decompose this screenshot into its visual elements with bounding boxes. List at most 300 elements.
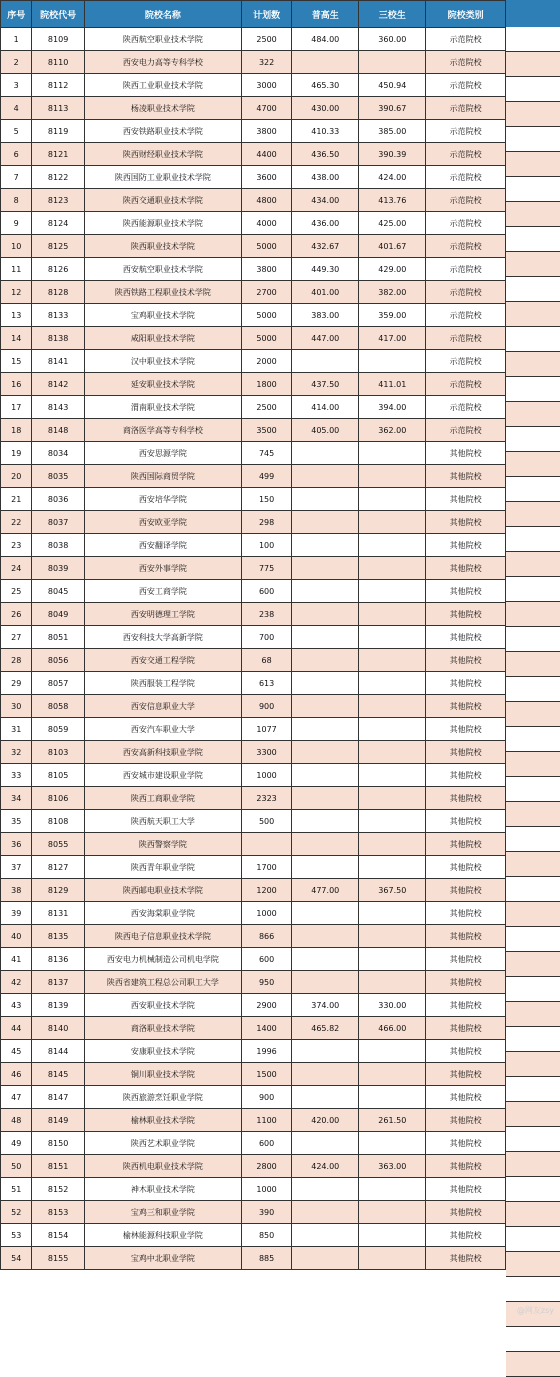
right-band-stripe <box>506 52 560 77</box>
table-row <box>1 580 506 603</box>
cell-school-category: 示范院校 <box>426 235 506 258</box>
cell-general-score: 432.67 <box>292 235 359 258</box>
cell-plan-count: 1996 <box>241 1040 291 1063</box>
cell-index: 40 <box>1 925 32 948</box>
cell-index: 26 <box>1 603 32 626</box>
cell-school-category: 示范院校 <box>426 143 506 166</box>
cell-school-category: 其他院校 <box>426 787 506 810</box>
cell-general-score <box>292 1040 359 1063</box>
cell-school-name: 陕西省建筑工程总公司职工大学 <box>84 971 241 994</box>
cell-school-name: 陕西服装工程学院 <box>84 672 241 695</box>
right-band-stripe <box>506 1052 560 1077</box>
cell-code: 8037 <box>32 511 84 534</box>
cell-school-name: 榆林职业技术学院 <box>84 1109 241 1132</box>
cell-school-name: 西安电力机械制造公司机电学院 <box>84 948 241 971</box>
cell-school-category: 其他院校 <box>426 603 506 626</box>
cell-plan-count: 3500 <box>241 419 291 442</box>
cell-general-score: 430.00 <box>292 97 359 120</box>
cell-school-name: 陕西青年职业学院 <box>84 856 241 879</box>
cell-vocational-score: 394.00 <box>359 396 426 419</box>
cell-general-score: 484.00 <box>292 28 359 51</box>
cell-school-name: 陕西工商职业学院 <box>84 787 241 810</box>
cell-index: 39 <box>1 902 32 925</box>
cell-general-score: 465.82 <box>292 1017 359 1040</box>
cell-general-score <box>292 442 359 465</box>
cell-index: 7 <box>1 166 32 189</box>
cell-school-category: 其他院校 <box>426 1224 506 1247</box>
header-vocational-score: 三校生 <box>359 1 426 28</box>
cell-vocational-score: 382.00 <box>359 281 426 304</box>
cell-code: 8135 <box>32 925 84 948</box>
cell-code: 8154 <box>32 1224 84 1247</box>
cell-code: 8150 <box>32 1132 84 1155</box>
cell-vocational-score <box>359 672 426 695</box>
cell-general-score: 401.00 <box>292 281 359 304</box>
cell-index: 13 <box>1 304 32 327</box>
right-band-stripe <box>506 202 560 227</box>
cell-index: 31 <box>1 718 32 741</box>
cell-code: 8153 <box>32 1201 84 1224</box>
cell-plan-count: 745 <box>241 442 291 465</box>
cell-school-name: 西安高新科技职业学院 <box>84 741 241 764</box>
cell-general-score <box>292 1201 359 1224</box>
cell-code: 8113 <box>32 97 84 120</box>
table-row <box>1 143 506 166</box>
cell-general-score: 477.00 <box>292 879 359 902</box>
cell-school-category: 示范院校 <box>426 212 506 235</box>
table-row <box>1 971 506 994</box>
cell-school-name: 陕西铁路工程职业技术学院 <box>84 281 241 304</box>
cell-school-name: 西安汽车职业大学 <box>84 718 241 741</box>
right-band-stripe <box>506 152 560 177</box>
cell-school-category: 示范院校 <box>426 189 506 212</box>
cell-school-category: 示范院校 <box>426 419 506 442</box>
cell-general-score <box>292 925 359 948</box>
cell-school-category: 其他院校 <box>426 1063 506 1086</box>
table-row <box>1 51 506 74</box>
cell-general-score <box>292 971 359 994</box>
cell-general-score: 414.00 <box>292 396 359 419</box>
right-band-stripe <box>506 477 560 502</box>
cell-vocational-score <box>359 948 426 971</box>
cell-code: 8057 <box>32 672 84 695</box>
right-band-stripe <box>506 602 560 627</box>
cell-general-score <box>292 718 359 741</box>
cell-code: 8035 <box>32 465 84 488</box>
cell-plan-count: 1000 <box>241 902 291 925</box>
cell-school-category: 其他院校 <box>426 879 506 902</box>
cell-school-name: 陕西旅游烹饪职业学院 <box>84 1086 241 1109</box>
cell-index: 37 <box>1 856 32 879</box>
cell-school-name: 西安翻译学院 <box>84 534 241 557</box>
cell-general-score: 437.50 <box>292 373 359 396</box>
cell-code: 8034 <box>32 442 84 465</box>
cell-school-name: 西安铁路职业技术学院 <box>84 120 241 143</box>
table-row <box>1 373 506 396</box>
cell-vocational-score: 330.00 <box>359 994 426 1017</box>
cell-vocational-score <box>359 902 426 925</box>
cell-plan-count: 150 <box>241 488 291 511</box>
table-row <box>1 97 506 120</box>
cell-code: 8147 <box>32 1086 84 1109</box>
cell-index: 53 <box>1 1224 32 1247</box>
cell-school-name: 神木职业技术学院 <box>84 1178 241 1201</box>
cell-school-name: 西安思源学院 <box>84 442 241 465</box>
cell-plan-count: 1700 <box>241 856 291 879</box>
cell-school-name: 西安培华学院 <box>84 488 241 511</box>
table-row <box>1 1155 506 1178</box>
cell-plan-count: 2500 <box>241 28 291 51</box>
header-general-score: 普高生 <box>292 1 359 28</box>
table-row <box>1 511 506 534</box>
cell-index: 54 <box>1 1247 32 1270</box>
table-row <box>1 1132 506 1155</box>
cell-index: 23 <box>1 534 32 557</box>
cell-index: 28 <box>1 649 32 672</box>
cell-code: 8126 <box>32 258 84 281</box>
cell-vocational-score <box>359 741 426 764</box>
cell-plan-count: 1000 <box>241 764 291 787</box>
cell-school-category: 示范院校 <box>426 166 506 189</box>
cell-school-name: 西安职业技术学院 <box>84 994 241 1017</box>
cell-school-name: 西安欧亚学院 <box>84 511 241 534</box>
cell-general-score <box>292 1086 359 1109</box>
right-band-header <box>506 0 560 27</box>
right-band-stripe <box>506 1102 560 1127</box>
cell-plan-count: 850 <box>241 1224 291 1247</box>
cell-plan-count: 5000 <box>241 327 291 350</box>
right-band-stripe <box>506 27 560 52</box>
cell-vocational-score: 429.00 <box>359 258 426 281</box>
cell-vocational-score <box>359 1086 426 1109</box>
cell-school-name: 陕西国防工业职业技术学院 <box>84 166 241 189</box>
cell-index: 35 <box>1 810 32 833</box>
cell-index: 10 <box>1 235 32 258</box>
right-band-stripe <box>506 252 560 277</box>
right-band-stripe <box>506 352 560 377</box>
right-band-stripe <box>506 1027 560 1052</box>
cell-plan-count: 298 <box>241 511 291 534</box>
cell-code: 8149 <box>32 1109 84 1132</box>
cell-index: 16 <box>1 373 32 396</box>
cell-general-score: 424.00 <box>292 1155 359 1178</box>
cell-vocational-score <box>359 511 426 534</box>
cell-general-score: 383.00 <box>292 304 359 327</box>
cell-index: 1 <box>1 28 32 51</box>
cell-vocational-score: 362.00 <box>359 419 426 442</box>
cell-vocational-score: 401.67 <box>359 235 426 258</box>
right-band-stripe <box>506 977 560 1002</box>
cell-school-category: 示范院校 <box>426 97 506 120</box>
cell-vocational-score <box>359 1178 426 1201</box>
right-band-stripe <box>506 402 560 427</box>
cell-school-name: 西安明德理工学院 <box>84 603 241 626</box>
cell-code: 8119 <box>32 120 84 143</box>
table-row <box>1 396 506 419</box>
cell-school-category: 其他院校 <box>426 833 506 856</box>
right-band-stripe <box>506 102 560 127</box>
cell-code: 8129 <box>32 879 84 902</box>
cell-index: 19 <box>1 442 32 465</box>
cell-plan-count: 613 <box>241 672 291 695</box>
cell-plan-count: 900 <box>241 695 291 718</box>
cell-code: 8136 <box>32 948 84 971</box>
table-row <box>1 557 506 580</box>
cell-code: 8142 <box>32 373 84 396</box>
cell-vocational-score: 390.67 <box>359 97 426 120</box>
cell-vocational-score: 411.01 <box>359 373 426 396</box>
cell-plan-count: 499 <box>241 465 291 488</box>
cell-school-category: 其他院校 <box>426 580 506 603</box>
table-row <box>1 1063 506 1086</box>
cell-index: 48 <box>1 1109 32 1132</box>
right-band-stripe <box>506 1277 560 1302</box>
cell-vocational-score: 360.00 <box>359 28 426 51</box>
cell-code: 8038 <box>32 534 84 557</box>
table-row <box>1 74 506 97</box>
table-row <box>1 810 506 833</box>
cell-school-category: 其他院校 <box>426 557 506 580</box>
cell-school-category: 其他院校 <box>426 488 506 511</box>
cell-index: 11 <box>1 258 32 281</box>
cell-general-score <box>292 465 359 488</box>
table-row <box>1 879 506 902</box>
cell-vocational-score: 413.76 <box>359 189 426 212</box>
cell-code: 8058 <box>32 695 84 718</box>
cell-vocational-score <box>359 1040 426 1063</box>
cell-code: 8152 <box>32 1178 84 1201</box>
right-band-stripe <box>506 577 560 602</box>
table-row <box>1 1247 506 1270</box>
cell-vocational-score <box>359 557 426 580</box>
cell-school-name: 西安航空职业技术学院 <box>84 258 241 281</box>
cell-index: 18 <box>1 419 32 442</box>
cell-school-name: 汉中职业技术学院 <box>84 350 241 373</box>
table-row <box>1 534 506 557</box>
table-row <box>1 235 506 258</box>
cell-school-name: 西安城市建设职业学院 <box>84 764 241 787</box>
cell-code: 8112 <box>32 74 84 97</box>
cell-plan-count: 322 <box>241 51 291 74</box>
cell-code: 8140 <box>32 1017 84 1040</box>
cell-code: 8105 <box>32 764 84 787</box>
right-band-stripe <box>506 677 560 702</box>
right-band-stripe <box>506 1352 560 1377</box>
cell-general-score: 420.00 <box>292 1109 359 1132</box>
right-band-stripe <box>506 377 560 402</box>
cell-school-category: 其他院校 <box>426 534 506 557</box>
cell-plan-count: 2000 <box>241 350 291 373</box>
cell-school-category: 其他院校 <box>426 856 506 879</box>
cell-school-category: 其他院校 <box>426 741 506 764</box>
cell-vocational-score <box>359 488 426 511</box>
right-band-stripe <box>506 77 560 102</box>
cell-code: 8133 <box>32 304 84 327</box>
cell-school-name: 咸阳职业技术学院 <box>84 327 241 350</box>
cell-school-name: 延安职业技术学院 <box>84 373 241 396</box>
cell-code: 8143 <box>32 396 84 419</box>
cell-index: 43 <box>1 994 32 1017</box>
table-row <box>1 1201 506 1224</box>
cell-general-score <box>292 626 359 649</box>
cell-plan-count: 2800 <box>241 1155 291 1178</box>
cell-school-name: 陕西警察学院 <box>84 833 241 856</box>
cell-code: 8056 <box>32 649 84 672</box>
table-row <box>1 925 506 948</box>
cell-code: 8145 <box>32 1063 84 1086</box>
cell-plan-count: 600 <box>241 1132 291 1155</box>
cell-plan-count: 3000 <box>241 74 291 97</box>
cell-school-name: 陕西航空职业技术学院 <box>84 28 241 51</box>
table-row <box>1 442 506 465</box>
cell-index: 51 <box>1 1178 32 1201</box>
cell-code: 8049 <box>32 603 84 626</box>
cell-index: 12 <box>1 281 32 304</box>
cell-vocational-score: 424.00 <box>359 166 426 189</box>
cell-code: 8055 <box>32 833 84 856</box>
right-band-stripe <box>506 1202 560 1227</box>
cell-code: 8127 <box>32 856 84 879</box>
table-row <box>1 28 506 51</box>
cell-school-category: 其他院校 <box>426 810 506 833</box>
cell-index: 6 <box>1 143 32 166</box>
right-margin-band <box>506 0 560 1328</box>
table-row <box>1 902 506 925</box>
right-band-stripe <box>506 952 560 977</box>
cell-index: 24 <box>1 557 32 580</box>
cell-vocational-score: 417.00 <box>359 327 426 350</box>
cell-code: 8144 <box>32 1040 84 1063</box>
cell-general-score <box>292 1063 359 1086</box>
cell-index: 8 <box>1 189 32 212</box>
cell-index: 27 <box>1 626 32 649</box>
table-row <box>1 718 506 741</box>
table-row <box>1 695 506 718</box>
cell-plan-count: 4800 <box>241 189 291 212</box>
right-band-stripe <box>506 327 560 352</box>
cell-school-category: 其他院校 <box>426 718 506 741</box>
table-row <box>1 281 506 304</box>
cell-general-score <box>292 764 359 787</box>
cell-school-category: 其他院校 <box>426 511 506 534</box>
cell-general-score: 465.30 <box>292 74 359 97</box>
cell-school-name: 陕西航天职工大学 <box>84 810 241 833</box>
cell-plan-count: 1800 <box>241 373 291 396</box>
cell-index: 5 <box>1 120 32 143</box>
cell-plan-count: 2323 <box>241 787 291 810</box>
cell-general-score <box>292 534 359 557</box>
cell-school-name: 安康职业技术学院 <box>84 1040 241 1063</box>
right-band-stripe <box>506 177 560 202</box>
cell-school-name: 西安信息职业大学 <box>84 695 241 718</box>
cell-index: 20 <box>1 465 32 488</box>
cell-general-score <box>292 833 359 856</box>
cell-school-category: 其他院校 <box>426 672 506 695</box>
cell-plan-count: 5000 <box>241 304 291 327</box>
right-band-stripe <box>506 277 560 302</box>
cell-plan-count: 2500 <box>241 396 291 419</box>
right-band-stripe <box>506 902 560 927</box>
cell-vocational-score: 261.50 <box>359 1109 426 1132</box>
cell-general-score: 438.00 <box>292 166 359 189</box>
cell-school-name: 陕西能源职业技术学院 <box>84 212 241 235</box>
cell-vocational-score <box>359 442 426 465</box>
cell-school-category: 示范院校 <box>426 396 506 419</box>
cell-vocational-score <box>359 1132 426 1155</box>
cell-vocational-score <box>359 626 426 649</box>
cell-plan-count: 238 <box>241 603 291 626</box>
cell-index: 21 <box>1 488 32 511</box>
cell-code: 8036 <box>32 488 84 511</box>
cell-general-score: 410.33 <box>292 120 359 143</box>
cell-index: 9 <box>1 212 32 235</box>
watermark-text: @网友zsy <box>516 1306 554 1315</box>
cell-code: 8110 <box>32 51 84 74</box>
cell-code: 8151 <box>32 1155 84 1178</box>
cell-school-name: 陕西电子信息职业技术学院 <box>84 925 241 948</box>
cell-index: 30 <box>1 695 32 718</box>
cell-school-name: 陕西机电职业技术学院 <box>84 1155 241 1178</box>
cell-school-category: 示范院校 <box>426 373 506 396</box>
cell-index: 2 <box>1 51 32 74</box>
cell-general-score <box>292 350 359 373</box>
cell-vocational-score <box>359 856 426 879</box>
cell-general-score <box>292 511 359 534</box>
cell-plan-count: 1077 <box>241 718 291 741</box>
cell-plan-count: 100 <box>241 534 291 557</box>
cell-index: 4 <box>1 97 32 120</box>
cell-general-score: 449.30 <box>292 258 359 281</box>
cell-plan-count: 390 <box>241 1201 291 1224</box>
cell-code: 8103 <box>32 741 84 764</box>
table-row <box>1 350 506 373</box>
cell-school-category: 示范院校 <box>426 327 506 350</box>
cell-code: 8137 <box>32 971 84 994</box>
cell-vocational-score <box>359 810 426 833</box>
table-row <box>1 833 506 856</box>
right-band-stripe <box>506 452 560 477</box>
cell-general-score <box>292 557 359 580</box>
cell-plan-count: 775 <box>241 557 291 580</box>
cell-plan-count: 600 <box>241 580 291 603</box>
cell-school-name: 榆林能源科技职业学院 <box>84 1224 241 1247</box>
cell-school-category: 其他院校 <box>426 902 506 925</box>
cell-school-category: 示范院校 <box>426 304 506 327</box>
right-band-stripe <box>506 727 560 752</box>
right-band-stripe <box>506 752 560 777</box>
cell-general-score: 447.00 <box>292 327 359 350</box>
cell-general-score <box>292 787 359 810</box>
cell-plan-count: 2700 <box>241 281 291 304</box>
cell-vocational-score <box>359 350 426 373</box>
cell-general-score: 405.00 <box>292 419 359 442</box>
cell-index: 41 <box>1 948 32 971</box>
cell-index: 14 <box>1 327 32 350</box>
table-row <box>1 1224 506 1247</box>
table-row <box>1 672 506 695</box>
table-row <box>1 120 506 143</box>
right-band-stripe <box>506 1177 560 1202</box>
cell-general-score: 374.00 <box>292 994 359 1017</box>
cell-school-category: 其他院校 <box>426 465 506 488</box>
cell-index: 44 <box>1 1017 32 1040</box>
cell-school-category: 示范院校 <box>426 51 506 74</box>
cell-school-category: 其他院校 <box>426 649 506 672</box>
cell-school-name: 西安海棠职业学院 <box>84 902 241 925</box>
cell-vocational-score <box>359 1201 426 1224</box>
cell-vocational-score <box>359 1063 426 1086</box>
cell-code: 8131 <box>32 902 84 925</box>
